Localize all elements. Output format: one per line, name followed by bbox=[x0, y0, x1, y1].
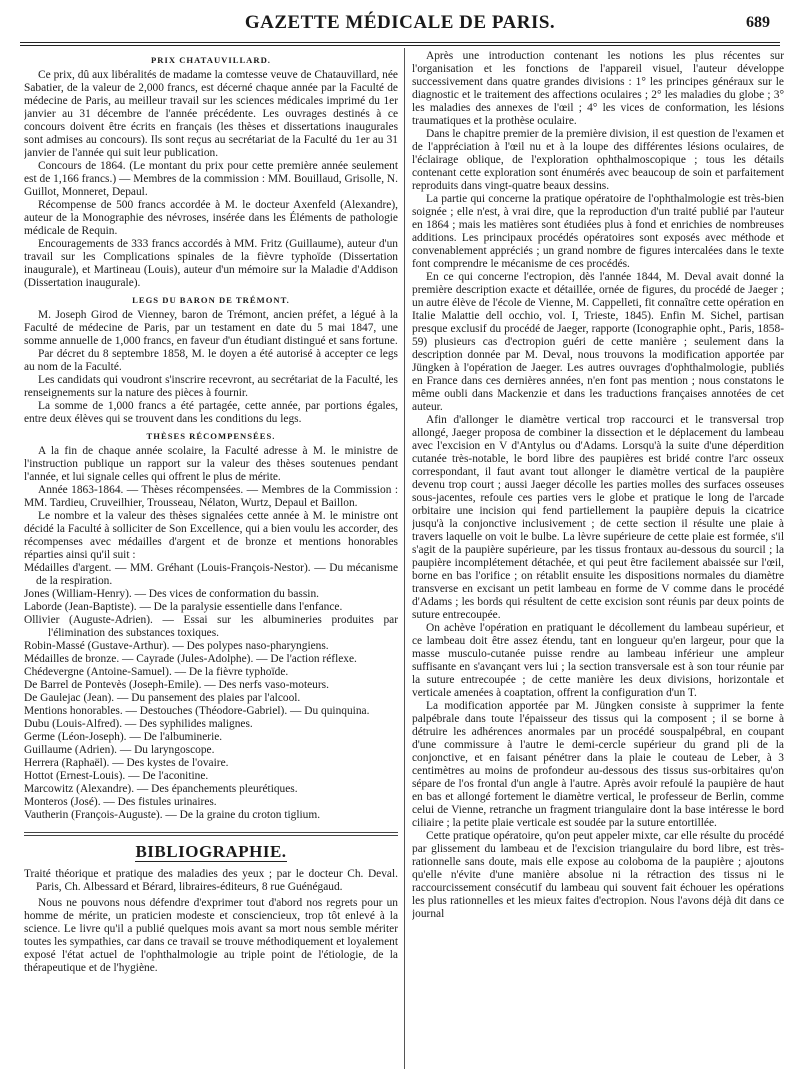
award-entry: Marcowitz (Alexandre). — Des épanchements pleurétiques. bbox=[24, 783, 298, 795]
bibliographie-heading-text: BIBLIOGRAPHIE. bbox=[135, 842, 287, 861]
paragraph: En ce qui concerne l'ectropion, dès l'année 1844, M. Deval avait donné la première description exacte et détaillée, ornée de figures, du procédé de Jaeger ; un autre élève de l'école de Vienne, M. Cappelleti, fit connaître cette opération en Italie Malattie dell occhio, vol. I, Trieste, 1845). Enfin M. Sichel, partisan presque exclusif du procédé de Jaeger, rapporte (Iconographie opht., Paris, 1858-59) plusieurs cas d'ectropion guéri de cette manière ; seulement dans la description donnée par M. Deval, nous trouvons la modification apportée par Jüngken à l'opération de Jaeger. Les autres ouvrages d'ophthalmologie, publiés en France dans ces dernières années, n'en font pas mention ; nous constatons le même oubli dans Mackenzie et dans les traductions françaises annotées de cet auteur. bbox=[412, 271, 784, 413]
award-entry: De Gaulejac (Jean). — Du pansement des plaies par l'alcool. bbox=[24, 692, 301, 704]
paragraph: La modification apportée par M. Jüngken consiste à supprimer la fente palpébrale dans toute l'épaisseur des tissus qui la composent ; il se borne à détruire les adhérences anormales par un procédé souspalpébral, en coupant d'une commissure à l'autre le demi-cercle supérieur du grand pli de la conjonctive, et en faisant pénétrer dans la plaie le couteau de Leber, à 3 centimètres au moins de profondeur au-dessous des tissus sus-orbitaires qu'on sépare de l'os frontal d'un angle à l'autre. Après avoir refoulé la paupière de haut en bas et allongé fortement le diamètre vertical, le professeur de Berlin, comme celui de Vienne, retranche un fragment triangulaire dont la base intéresse le bord ciliaire ; la petite plaie verticale est soudée par la suture entortillée. bbox=[412, 700, 784, 829]
journal-title: GAZETTE MÉDICALE DE PARIS. bbox=[244, 12, 556, 33]
award-entry: Chédevergne (Antoine-Samuel). — De la fièvre typhoïde. bbox=[24, 666, 289, 678]
award-entry: Médailles d'argent. — MM. Gréhant (Louis-François-Nestor). — Du mécanisme de la respiration. bbox=[24, 562, 398, 587]
award-entry: De Barrel de Pontevès (Joseph-Emile). — Des nerfs vaso-moteurs. bbox=[24, 679, 329, 691]
header-rule bbox=[20, 42, 780, 46]
paragraph: A la fin de chaque année scolaire, la Faculté adresse à M. le ministre de l'instruction publique un rapport sur la valeur des thèses soutenues pendant l'année, et lui signale celles qui offrent le plus de mérite. bbox=[24, 445, 398, 483]
page-header bbox=[20, 12, 780, 42]
paragraph: Récompense de 500 francs accordée à M. le docteur Axenfeld (Alexandre), auteur de la Monographie des névroses, insérée dans les Éléments de pathologie médicale de Requin. bbox=[24, 199, 398, 237]
paragraph: Ce prix, dû aux libéralités de madame la comtesse veuve de Chatauvillard, née Sabatier, de la valeur de 2,000 francs, est décerné chaque année par la Faculté de médecine de Paris, au meilleur travail sur les sciences médicales imprimé du 1er janvier au 31 décembre de l'année précédente. Les ouvrages destinés à ce concours doivent être écrits en français (les thèses et dissertations inaugurales sont admises au concours). Ils sont reçus au secrétariat de la Faculté du 1er au 31 janvier de l'année qui suit leur publication. bbox=[24, 69, 398, 159]
award-entry: Vautherin (François-Auguste). — De la graine du croton tiglium. bbox=[24, 809, 321, 821]
award-entry: Mentions honorables. — Destouches (Théodore-Gabriel). — Du quinquina. bbox=[24, 705, 370, 717]
award-entry: Germe (Léon-Joseph). — De l'albuminerie. bbox=[24, 731, 223, 743]
paragraph: Concours de 1864. (Le montant du prix pour cette première année seulement est de 1,166 francs.) — Membres de la commission : MM. Bouillaud, Grisolle, N. Guillot, Monneret, Depaul. bbox=[24, 160, 398, 198]
left-column bbox=[24, 50, 398, 1069]
paragraph: Le nombre et la valeur des thèses signalées cette année à M. le ministre ont décidé la Faculté à solliciter de Son Excellence, qui a bien voulu les accorder, des récompenses avec médailles d'argent et de bronze et mentions honorables réparties ainsi qu'il suit : bbox=[24, 510, 398, 561]
award-entry: Robin-Massé (Gustave-Arthur). — Des polypes naso-pharyngiens. bbox=[24, 640, 329, 652]
page-number: 689 bbox=[746, 14, 770, 31]
paragraph: Dans le chapitre premier de la première division, il est question de l'examen et de l'appréciation à l'œil nu et à la loupe des différentes lésions oculaires, de l'éclairage oblique, de l'exploration ophthalmoscopique ; tous les détails contenant cette exploration sont énumérés avec beaucoup de soin et parfaitement reproduits dans vingt-quatre beaux dessins. bbox=[412, 128, 784, 192]
award-entry: Dubu (Louis-Alfred). — Des syphilides malignes. bbox=[24, 718, 253, 730]
paragraph: Cette pratique opératoire, qu'on peut appeler mixte, car elle résulte du procédé par glissement du lambeau et de l'excision triangulaire du bord libre, est très-rationnelle sans doute, mais elle expose au coloboma de la paupière ; ajoutons qu'elle n'évite d'une manière absolue ni la rétraction des tissus ni le raccourcissement consécutif du lambeau qui souvent fait échouer les opérations les plus rationnelles et les mieux faites d'ectropion. Nous l'avons déjà dit dans ce journal bbox=[412, 830, 784, 920]
paragraph: Nous ne pouvons nous défendre d'exprimer tout d'abord nos regrets pour un homme de mérite, un praticien modeste et consciencieux, trop tôt enlevé à la science. Le livre qu'il a publié quelques mois avant sa mort nous semble mériter toutes les sympathies, car dans ce travail se trouve méthodiquement et loyalement exposé l'état actuel de l'ophthalmologie au triple point de l'étiologie, de la thérapeutique et de l'hygiène. bbox=[24, 897, 398, 974]
award-entry: Guillaume (Adrien). — Du laryngoscope. bbox=[24, 744, 215, 756]
column-divider bbox=[404, 48, 405, 1069]
paragraph: Les candidats qui voudront s'inscrire recevront, au secrétariat de la Faculté, les renseignements sur la nature des pièces à fournir. bbox=[24, 374, 398, 399]
paragraph: Année 1863-1864. — Thèses récompensées. — Membres de la Commission : MM. Tardieu, Cruveilhier, Trousseau, Nélaton, Wurtz, Depaul et Baillon. bbox=[24, 484, 398, 509]
award-entry: Ollivier (Auguste-Adrien). — Essai sur les albumineries produites par l'élimination des substances toxiques. bbox=[24, 614, 398, 639]
section-heading-prix: PRIX CHATAUVILLARD. bbox=[151, 55, 271, 65]
award-entry: Monteros (José). — Des fistules urinaires. bbox=[24, 796, 217, 808]
paragraph: Par décret du 8 septembre 1858, M. le doyen a été autorisé à accepter ce legs au nom de la Faculté. bbox=[24, 348, 398, 373]
section-rule bbox=[24, 832, 398, 836]
paragraph: La somme de 1,000 francs a été partagée, cette année, par portions égales, entre deux élèves qui se trouvent dans les conditions du legs. bbox=[24, 400, 398, 425]
award-entry: Médailles de bronze. — Cayrade (Jules-Adolphe). — De l'action réflexe. bbox=[24, 653, 357, 665]
right-column bbox=[412, 50, 784, 1069]
paragraph: Après une introduction contenant les notions les plus récentes sur l'organisation et les fonctions de l'appareil visuel, l'auteur développe successivement dans quatre grandes divisions : 1° les principes généraux sur le diagnostic et le traitement des affections oculaires ; 2° les maladies du globe ; 3° les maladies des annexes de l'œil ; 4° les vices de conformation, les lésions traumatiques et la prothèse oculaire. bbox=[412, 50, 784, 127]
paragraph: Encouragements de 333 francs accordés à MM. Fritz (Guillaume), auteur d'un travail sur les Complications spinales de la fièvre typhoïde (Dissertation inaugurale), et Martineau (Louis), auteur d'un mémoire sur la Maladie d'Addison (Dissertation inaugurale). bbox=[24, 238, 398, 289]
award-entry: Jones (William-Henry). — Des vices de conformation du bassin. bbox=[24, 588, 319, 600]
award-entry: Laborde (Jean-Baptiste). — De la paralysie essentielle dans l'enfance. bbox=[24, 601, 343, 613]
award-entry: Herrera (Raphaël). — Des kystes de l'ovaire. bbox=[24, 757, 229, 769]
paragraph: Afin d'allonger le diamètre vertical trop raccourci et le transversal trop allongé, Jaeger proposa de combiner la dissection et le déplacement du lambeau avec l'excision en V d'Antylus ou d'Adams. Lorsqu'à la suite d'une déperdition cutanée très-notable, le bord libre des paupières est bridé contre l'arc osseux correspondant, il faut avant tout allonger le diamètre vertical de la paupière devenu trop court ; aussi Jaeger décolle les parties molles des surfaces osseuses sous-jacentes, refoule ces parties vers le globe et pratique le long de l'arcade orbitaire une incision qui fend partiellement la paupière depuis la cicatrice jusqu'à la conjonctive inclusivement ; de cette section il résulte une plaie à travers laquelle on voit le bulbe. La lèvre supérieure de cette plaie est formée, s'il s'agit de la paupière supérieure, par les tissus frontaux au-dessous du sourcil ; la paupière incomplétement détachée, et qui peut être facilement abaissée sur l'œil, borne en bas l'orifice ; on rétablit ensuite les dispositions normales du diamètre transverse en excisant un petit lambeau en forme de V comme dans le procédé d'Adams ; les bords qui résultent de cette excision sont réunis par deux points de suture entrecoupée. bbox=[412, 414, 784, 621]
bibliographie-heading bbox=[24, 842, 398, 862]
paragraph: La partie qui concerne la pratique opératoire de l'ophthalmologie est très-bien soignée ; elle n'est, à vrai dire, que la reproduction d'un traité publié par l'auteur en 1864 ; mais les matières sont étudiées plus à fond et enrichies de nombreuses additions. Les principaux procédés opératoires sont exposés avec méthode et convenablement appréciés ; un grand nombre de figures intercalées dans le texte font comprendre le mécanisme de ces procédés. bbox=[412, 193, 784, 270]
paragraph: M. Joseph Girod de Vienney, baron de Trémont, ancien préfet, a légué à la Faculté de médecine de Paris, par un testament en date du 5 mai 1847, une somme annuelle de 1,000 francs, en faveur d'un étudiant distingué et sans fortune. bbox=[24, 309, 398, 347]
paragraph: On achève l'opération en pratiquant le décollement du lambeau supérieur, et ce lambeau doit être assez étendu, tant en longueur qu'en largeur, pour que la masse musculo-cutanée puisse rendre au lambeau inférieur une ampleur suffisante en s'avançant vers lui ; la section transversale est à son tour réunie par la suture entrecoupée ; de cette manière les deux divisions, horizontale et verticale amenées à coaptation, offrent la configuration d'un T. bbox=[412, 622, 784, 699]
award-entry: Hottot (Ernest-Louis). — De l'aconitine. bbox=[24, 770, 209, 782]
book-reference: Traité théorique et pratique des maladies des yeux ; par le docteur Ch. Deval. Paris, Ch. Albessard et Bérard, libraires-éditeurs, 8 rue Guénégaud. bbox=[24, 868, 398, 893]
section-heading-theses: THÈSES RÉCOMPENSÉES. bbox=[146, 431, 276, 441]
section-heading-legs: LEGS DU BARON DE TRÉMONT. bbox=[132, 295, 290, 305]
